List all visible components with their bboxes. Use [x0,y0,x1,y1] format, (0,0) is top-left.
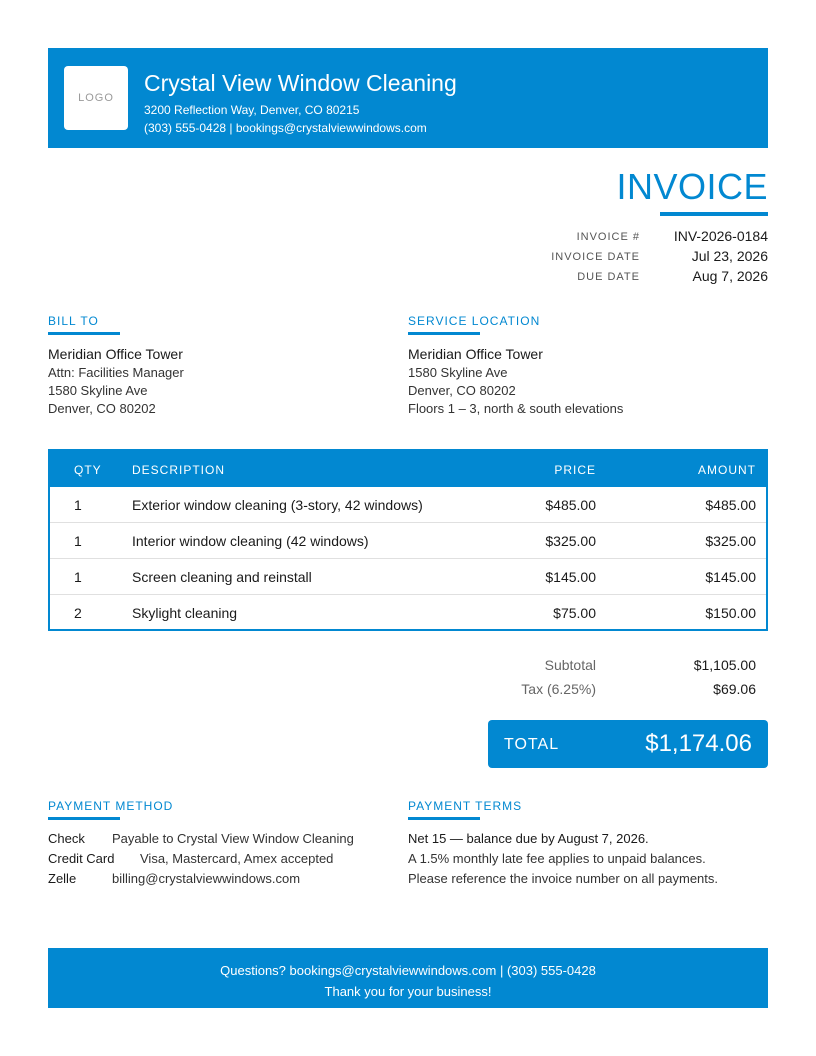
qty-header: QTY [74,463,102,477]
payment-terms-title: PAYMENT TERMS [408,799,523,813]
row-amount: $145.00 [705,569,756,585]
row-qty: 1 [74,569,82,585]
row-price: $145.00 [545,569,596,585]
payment-method-label: Zelle [48,871,77,886]
row-price: $325.00 [545,533,596,549]
bill-to-line: Attn: Facilities Manager [48,365,184,380]
company-logo: LOGO [64,66,128,130]
invoice-date-label: INVOICE DATE [551,251,640,263]
row-price: $485.00 [545,497,596,513]
row-amount: $325.00 [705,533,756,549]
invoice-number-value: INV-2026-0184 [673,228,768,244]
payment-method-rule [48,817,120,820]
due-date-label: DUE DATE [577,271,640,283]
subtotal-value: $1,105.00 [693,657,756,673]
tax-label: Tax (6.25%) [521,681,596,697]
row-description: Screen cleaning and reinstall [132,569,312,585]
table-header [50,451,766,487]
row-qty: 1 [74,497,82,513]
bill-to-line: Denver, CO 80202 [48,401,156,416]
company-name: Crystal View Window Cleaning [144,70,457,96]
row-amount: $150.00 [705,605,756,621]
payment-method-value: Payable to Crystal View Window Cleaning [112,831,354,846]
description-header: DESCRIPTION [132,463,226,477]
invoice-number-row [480,228,768,248]
bill-to-name: Meridian Office Tower [48,346,183,362]
row-description: Exterior window cleaning (3-story, 42 windows) [132,497,423,513]
payment-method-title: PAYMENT METHOD [48,799,174,813]
title-underline [660,212,768,216]
payment-method-value: Visa, Mastercard, Amex accepted [140,851,334,866]
price-header: PRICE [554,463,596,477]
invoice-title: INVOICE [616,166,768,207]
row-qty: 2 [74,605,82,621]
bill-to-rule [48,332,120,335]
payment-method-label: Credit Card [48,851,115,866]
service-location-line: Floors 1 – 3, north & south elevations [408,401,624,416]
row-description: Interior window cleaning (42 windows) [132,533,369,549]
table-row [50,523,766,559]
row-description: Skylight cleaning [132,605,238,621]
table-row [50,487,766,523]
payment-terms-line: A 1.5% monthly late fee applies to unpaid balances. [408,851,706,866]
company-address: 3200 Reflection Way, Denver, CO 80215 [144,103,360,117]
total-box [488,720,768,768]
footer-contact: Questions? bookings@crystalviewwindows.com | (303) 555-0428 [220,963,596,978]
row-qty: 1 [74,533,82,549]
payment-terms-line: Net 15 — balance due by August 7, 2026. [408,831,649,846]
footer-banner [48,948,768,1008]
service-location-title: SERVICE LOCATION [408,314,541,328]
amount-header: AMOUNT [698,463,756,477]
tax-value: $69.06 [713,681,756,697]
service-location-rule [408,332,480,335]
bill-to-title: BILL TO [48,314,99,328]
invoice-number-label: INVOICE # [576,231,640,243]
payment-terms-rule [408,817,480,820]
line-items-table [48,449,768,631]
company-header [48,48,768,148]
payment-method-label: Check [48,831,85,846]
table-row [50,595,766,631]
company-contact: (303) 555-0428 | bookings@crystalviewwindows.com [144,121,427,135]
payment-terms-line: Please reference the invoice number on all payments. [408,871,719,886]
row-price: $75.00 [553,605,596,621]
total-value: $1,174.06 [645,730,752,757]
payment-method-value: billing@crystalviewwindows.com [112,871,301,886]
table-row [50,559,766,595]
row-amount: $485.00 [705,497,756,513]
footer-thanks: Thank you for your business! [324,984,492,999]
invoice-date-value: Jul 23, 2026 [691,248,768,264]
bill-to-line: 1580 Skyline Ave [48,383,148,398]
due-date-row [480,268,768,288]
invoice-date-row [480,248,768,268]
service-location-line: 1580 Skyline Ave [408,365,508,380]
subtotal-label: Subtotal [544,657,596,673]
due-date-value: Aug 7, 2026 [692,268,768,284]
total-label: TOTAL [504,736,560,753]
service-location-name: Meridian Office Tower [408,346,543,362]
service-location-line: Denver, CO 80202 [408,383,516,398]
